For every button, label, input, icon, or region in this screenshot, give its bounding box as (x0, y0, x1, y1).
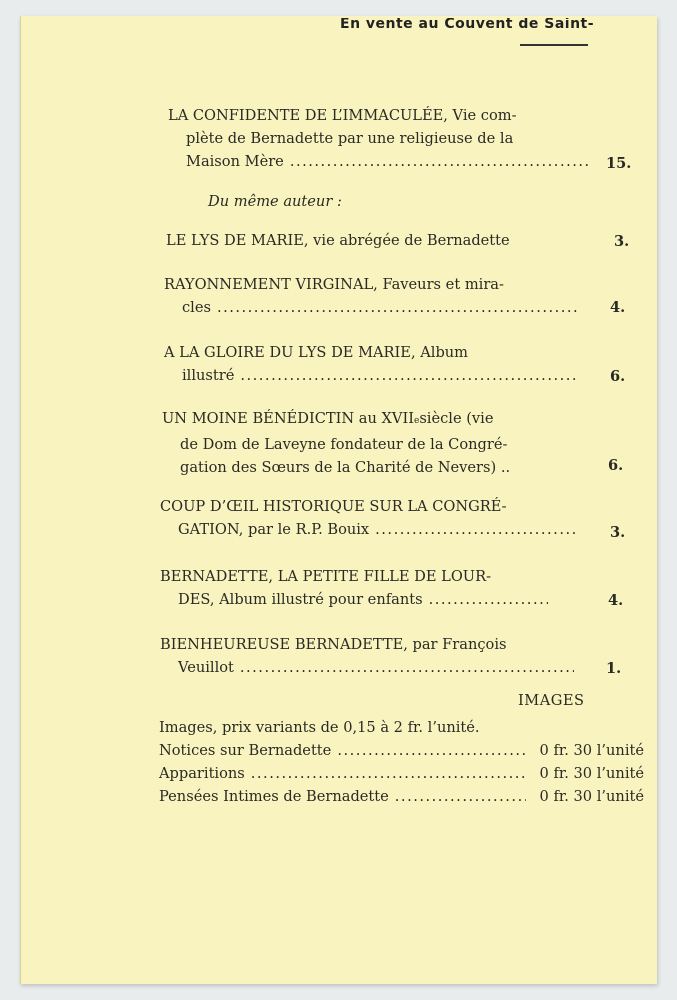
entry-price: 4. (608, 592, 624, 609)
entry-line: GATION, par le R.P. Bouix ..... (160, 518, 578, 541)
entry-line: UN MOINE BÉNÉDICTIN au XVII $_e$ siècle (vie (162, 410, 494, 427)
images-intro: Images, prix variants de 0,15 à 2 fr. l’unité. (159, 719, 480, 736)
entry-line: LA CONFIDENTE DE L’IMMACULÉE, Vie com- (168, 107, 517, 124)
entry-line: DES, Album illustré pour enfants ..... (160, 588, 548, 611)
page-header: En vente au Couvent de Saint- (340, 18, 595, 32)
catalog-entry (160, 565, 548, 611)
section-subtitle: Du même auteur : (208, 193, 342, 210)
image-item-price: 0 fr. 30 l’unité (539, 742, 644, 759)
entry-price: 6. (610, 368, 626, 385)
image-item-label: Pensées Intimes de Bernadette (159, 788, 389, 805)
entry-line: gation des Sœurs de la Charité de Nevers) .. (180, 459, 511, 476)
image-item (159, 765, 644, 782)
images-section-title: IMAGES (518, 692, 585, 709)
catalog-entry (164, 273, 578, 319)
entry-line: Maison Mère ..... (168, 150, 588, 173)
image-item-price: 0 fr. 30 l’unité (539, 765, 644, 782)
entry-price: 6. (608, 457, 624, 474)
entry-price: 1. (606, 660, 622, 677)
header-rule (520, 44, 588, 46)
entry-line: illustré ..... (164, 364, 578, 387)
entry-line: de Dom de Laveyne fondateur de la Congré- (180, 436, 508, 453)
catalog-entry (164, 341, 578, 387)
catalog-entry (160, 633, 574, 679)
entry-price: 3. (610, 524, 626, 541)
image-item-price: 0 fr. 30 l’unité (539, 788, 644, 805)
image-item-label: Apparitions (159, 765, 245, 782)
entry-price: 3. (614, 233, 630, 250)
entry-line: COUP D’ŒIL HISTORIQUE SUR LA CONGRÉ- (160, 498, 507, 515)
entry-line: BIENHEUREUSE BERNADETTE, par François (160, 636, 507, 653)
image-item-label: Notices sur Bernadette (159, 742, 332, 759)
entry-line: BERNADETTE, LA PETITE FILLE DE LOUR- (160, 568, 491, 585)
entry-line: LE LYS DE MARIE, vie abrégée de Bernadette (166, 232, 510, 249)
entry-price: 15. (606, 155, 632, 172)
catalog-entry (168, 104, 588, 173)
entry-line: RAYONNEMENT VIRGINAL, Faveurs et mira- (164, 276, 504, 293)
catalog-entry (162, 407, 592, 479)
image-item (159, 742, 644, 759)
entry-line: A LA GLOIRE DU LYS DE MARIE, Album (164, 344, 469, 361)
image-item (159, 788, 644, 805)
entry-line: cles ..... (164, 296, 578, 319)
catalog-entry (160, 495, 578, 541)
entry-line: plète de Bernadette par une religieuse de la (186, 130, 514, 147)
catalog-entry (166, 229, 596, 252)
entry-price: 4. (610, 299, 626, 316)
entry-line: Veuillot ..... (160, 656, 574, 679)
